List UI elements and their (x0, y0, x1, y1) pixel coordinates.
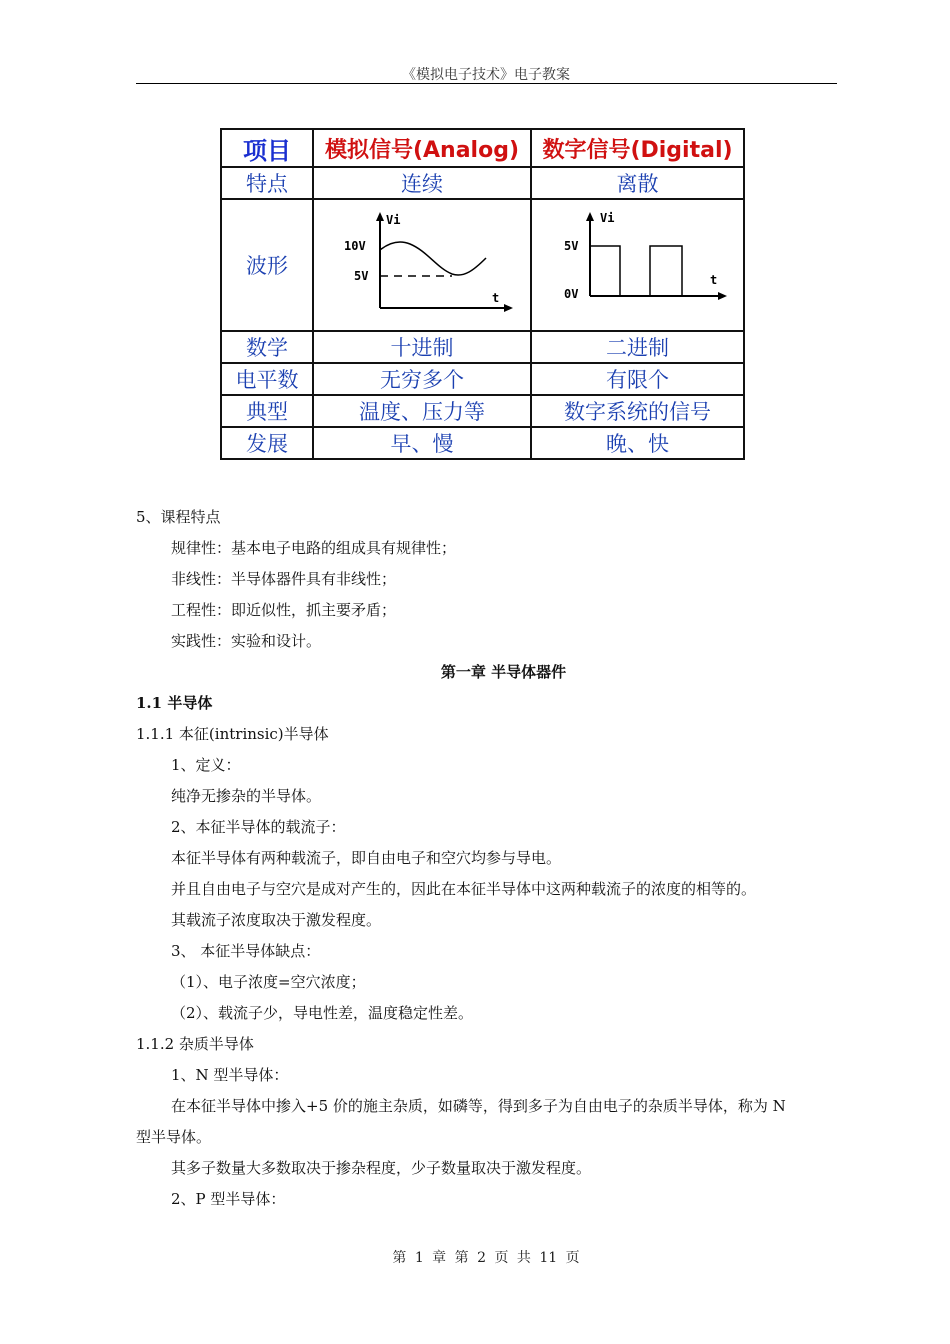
analog-cell: 温度、压力等 (313, 395, 531, 427)
row-label: 数学 (221, 331, 313, 363)
analog-waveform-cell (313, 199, 531, 331)
analog-cell: 早、慢 (313, 427, 531, 459)
row-label: 典型 (221, 395, 313, 427)
digital-x-label: t (709, 273, 717, 287)
carrier-text: 并且自由电子与空穴是成对产生的，因此在本征半导体中这两种载流子的浓度的相等的。 (171, 880, 757, 898)
digital-y-label: Vi (599, 211, 614, 225)
analog-waveform (322, 206, 522, 324)
analog-cell: 十进制 (313, 331, 531, 363)
digital-cell: 有限个 (531, 363, 744, 395)
header-analog: 模拟信号(Analog) (313, 129, 531, 167)
digital-cell: 数字系统的信号 (531, 395, 744, 427)
page-header: 《模拟电子技术》电子教案 (402, 67, 570, 83)
digital-cell: 二进制 (531, 331, 744, 363)
feature-item: 规律性：基本电子电路的组成具有规律性； (171, 539, 457, 557)
row-label: 电平数 (221, 363, 313, 395)
row-label: 波形 (221, 199, 313, 331)
digital-waveform (538, 206, 738, 324)
analog-tick-low: 5V (354, 269, 369, 283)
row-label: 特点 (221, 167, 313, 199)
table-row (221, 331, 744, 363)
table-row (221, 167, 744, 199)
page-footer: 第 1 章 第 2 页 共 11 页 (392, 1250, 580, 1266)
defect-label: 3、 本征半导体缺点： (171, 942, 321, 960)
section-1-1-1-title: 1.1.1 本征(intrinsic)半导体 (136, 725, 329, 743)
n-type-text: 在本征半导体中掺入+5 价的施主杂质，如磷等，得到多子为自由电子的杂质半导体，称为 N (171, 1097, 786, 1115)
p-type-label: 2、P 型半导体： (171, 1190, 286, 1208)
digital-waveform-cell (531, 199, 744, 331)
n-type-label: 1、N 型半导体： (171, 1066, 289, 1084)
carrier-label: 2、本征半导体的载流子： (171, 818, 346, 836)
analog-cell: 无穷多个 (313, 363, 531, 395)
defect-item: （2）、载流子少，导电性差，温度稳定性差。 (171, 1004, 474, 1022)
row-label: 发展 (221, 427, 313, 459)
analog-digital-comparison-table (220, 128, 745, 460)
section-1-1-title: 1.1 半导体 (136, 694, 213, 712)
digital-cell: 晚、快 (531, 427, 744, 459)
table-row (221, 363, 744, 395)
feature-item: 工程性：即近似性，抓主要矛盾； (171, 601, 397, 619)
table-row (221, 427, 744, 459)
table-header-row (221, 129, 744, 167)
section-1-1-2-title: 1.1.2 杂质半导体 (136, 1035, 254, 1053)
feature-item: 实践性：实验和设计。 (171, 632, 322, 650)
header-digital: 数字信号(Digital) (531, 129, 744, 167)
analog-y-label: Vi (386, 213, 401, 227)
section-5-title: 5、课程特点 (136, 508, 221, 526)
definition-label: 1、定义： (171, 756, 241, 774)
chapter-title: 第一章 半导体器件 (440, 663, 567, 681)
analog-cell: 连续 (313, 167, 531, 199)
analog-x-label: t (492, 291, 500, 305)
analog-tick-high: 10V (344, 239, 366, 253)
digital-tick-low: 0V (563, 287, 578, 301)
defect-item: （1）、电子浓度=空穴浓度； (171, 973, 366, 991)
table-row-waveform (221, 199, 744, 331)
n-type-text: 型半导体。 (136, 1128, 212, 1146)
feature-item: 非线性：半导体器件具有非线性； (171, 570, 397, 588)
header-rule (136, 83, 837, 84)
carrier-text: 其载流子浓度取决于激发程度。 (171, 911, 382, 929)
header-item: 项目 (221, 129, 313, 167)
digital-cell: 离散 (531, 167, 744, 199)
digital-tick-high: 5V (563, 239, 578, 253)
table-row (221, 395, 744, 427)
n-type-text: 其多子数量大多数取决于掺杂程度，少子数量取决于激发程度。 (171, 1159, 592, 1177)
definition-text: 纯净无掺杂的半导体。 (171, 787, 322, 805)
carrier-text: 本征半导体有两种载流子，即自由电子和空穴均参与导电。 (171, 849, 562, 867)
